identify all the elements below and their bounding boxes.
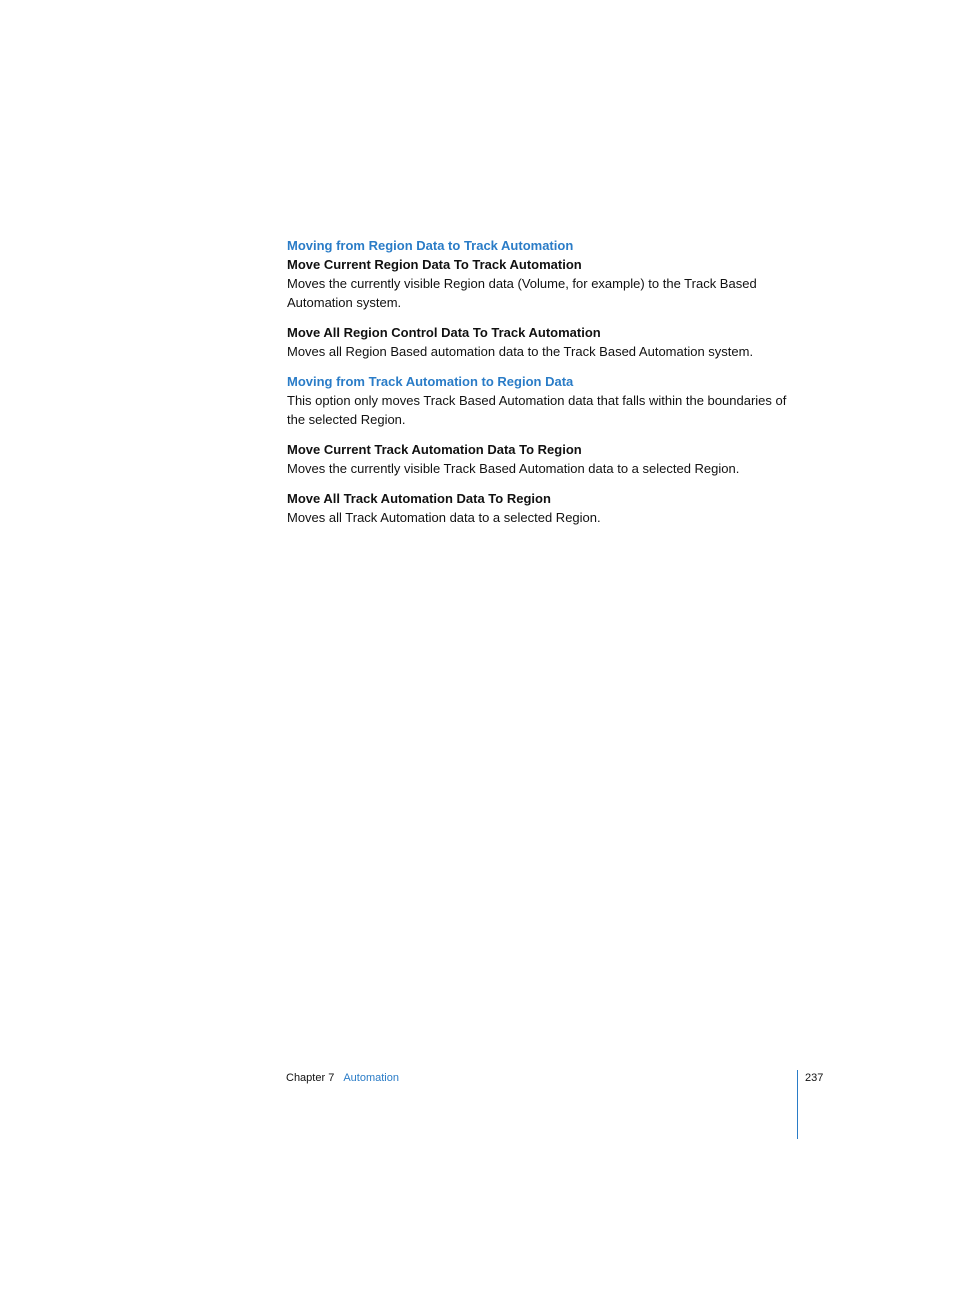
footer-chapter-label: Chapter 7	[286, 1072, 335, 1084]
item-body-line: Moves all Region Based automation data to the Track Based Automation system.	[287, 344, 754, 359]
item-title-move-all-track-automation: Move All Track Automation Data To Region	[287, 491, 551, 506]
page-number: 237	[805, 1072, 824, 1084]
section-heading-track-to-region: Moving from Track Automation to Region Data	[287, 374, 574, 389]
spacer	[287, 361, 807, 372]
footer-divider	[797, 1070, 798, 1139]
spacer	[287, 478, 807, 489]
page-content	[287, 236, 807, 527]
item-body-line: Moves all Track Automation data to a selected Region.	[287, 510, 601, 525]
section-intro-line: This option only moves Track Based Automation data that falls within the boundaries of	[287, 393, 787, 408]
item-body-line: Automation system.	[287, 295, 402, 310]
item-title-move-all-region-control-data: Move All Region Control Data To Track Automation	[287, 325, 601, 340]
footer-chapter-name: Automation	[343, 1072, 399, 1084]
page-footer	[286, 1070, 399, 1086]
item-title-move-current-track-automation: Move Current Track Automation Data To Region	[287, 442, 582, 457]
item-body-line: Moves the currently visible Track Based Automation data to a selected Region.	[287, 461, 740, 476]
spacer	[287, 429, 807, 440]
section-heading-region-to-track: Moving from Region Data to Track Automation	[287, 238, 574, 253]
item-title-move-current-region-data: Move Current Region Data To Track Automation	[287, 257, 582, 272]
section-intro-line: the selected Region.	[287, 412, 406, 427]
item-body-line: Moves the currently visible Region data (Volume, for example) to the Track Based	[287, 276, 757, 291]
spacer	[287, 312, 807, 323]
